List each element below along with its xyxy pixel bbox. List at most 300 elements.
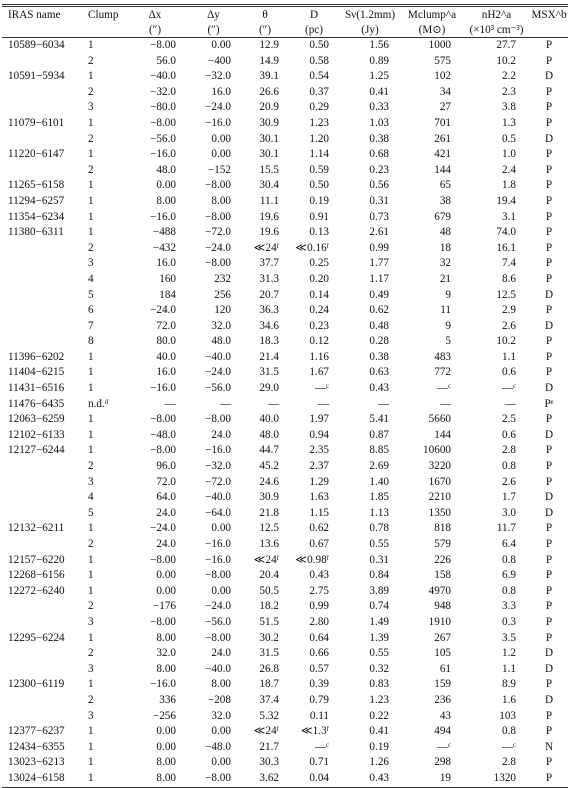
cell-mass: 575 [434,54,451,67]
cell-iras-name [2,100,84,116]
cell-msx: P [545,475,553,488]
cell-dx: 8.00 [156,662,176,675]
cell-dx: −32.0 [150,85,176,98]
header-dy: Δy [186,6,241,24]
cell-iras-name: 13023−6213 [8,756,65,769]
cell-density: 1.6 [502,693,516,706]
cell-mass: 421 [434,148,451,161]
cell-mass: 818 [434,522,451,535]
cell-msx: P [545,226,553,239]
cell-mass: 267 [434,631,451,644]
cell-density: — [504,397,516,410]
table-row [2,85,568,101]
cell-msx: P [545,210,553,223]
cell-mass: 9 [445,319,451,332]
cell-dx: 16.0 [156,257,176,270]
cell-clump: 1 [88,39,94,51]
cell-mass: 772 [434,366,451,379]
cell-clump: 2 [88,241,94,254]
cell-flux: 0.28 [369,335,389,348]
cell-dy: 0.00 [211,756,231,769]
cell-theta: 39.1 [259,70,279,83]
cell-density: 2.5 [502,413,516,426]
table-row [2,553,568,569]
cell-diameter: 0.54 [309,70,329,83]
cell-mass: 65 [439,179,451,192]
cell-msx: D [544,491,554,504]
cell-msx: P [545,678,553,691]
cell-flux: 5.41 [369,413,389,426]
cell-dx: 32.0 [156,647,176,660]
cell-dx: 184 [159,288,176,301]
table-row [2,490,568,506]
cell-dx: 48.0 [156,163,176,176]
cell-diameter: 0.14 [309,288,329,301]
cell-dy: −56.0 [205,615,231,628]
table-row [2,272,568,288]
cell-flux: 0.31 [369,553,389,566]
table-row [2,537,568,553]
cell-msx: P [545,584,553,597]
cell-clump: 2 [88,600,94,613]
cell-diameter: 0.71 [309,756,329,769]
unit-diameter: (pc) [289,23,339,38]
clump-properties-table [2,4,568,788]
cell-density: 103 [499,709,516,722]
cell-dy: 0.00 [211,725,231,738]
cell-theta: 30.2 [259,631,279,644]
cell-msx: P [545,335,553,348]
cell-dx: 0.00 [156,740,176,753]
header-mass: Mclump^a [401,6,463,24]
cell-dx: 72.0 [156,475,176,488]
cell-flux: 0.38 [369,132,389,145]
cell-flux: 0.55 [369,538,389,550]
cell-iras-name: 10591−5934 [8,70,65,83]
cell-clump: 1 [88,444,94,457]
cell-dx: −8.00 [150,39,176,51]
header-msx: MSX^b [530,6,568,24]
cell-density: 3.5 [502,631,516,644]
cell-dx: −40.0 [150,70,176,83]
unit-density: (×10³ cm⁻³) [463,23,530,38]
cell-msx: P [545,366,553,379]
cell-iras-name: 11354−6234 [8,210,65,223]
cell-diameter: 1.67 [309,366,329,379]
cell-dx: −24.0 [150,304,176,317]
cell-dy: −24.0 [205,241,231,254]
cell-diameter: 0.79 [309,693,329,706]
cell-msx: P [545,101,553,114]
cell-dx: −48.0 [150,428,176,441]
cell-density: 7.4 [502,257,516,270]
cell-diameter: 0.67 [309,538,329,550]
cell-theta: 30.3 [259,756,279,769]
cell-flux: 1.23 [369,693,389,706]
cell-msx: D [544,319,554,332]
cell-clump: 1 [88,116,94,129]
cell-clump: 1 [88,70,94,83]
cell-clump: 1 [88,194,94,207]
cell-dx: 24.0 [156,506,176,519]
cell-density: —ᶜ [501,382,516,395]
cell-clump: 1 [88,756,94,769]
table-row [2,631,568,647]
cell-density: 10.2 [496,335,516,348]
cell-dy: −8.00 [186,771,241,787]
unit-iras-name [2,23,84,38]
cell-dx: −24.0 [150,522,176,535]
cell-diameter: —ᶜ [314,382,329,395]
table-row [2,288,568,304]
unit-clump [84,23,124,38]
table-row [2,428,568,444]
cell-dy: 8.00 [211,678,231,691]
cell-density: 1.1 [502,350,516,363]
cell-dy: 120 [214,304,231,317]
header-clump: Clump [84,6,124,24]
header-density: nH2^a [463,6,530,24]
cell-theta: 5.32 [259,709,279,722]
cell-mass: —ᶜ [436,740,451,753]
table-row [2,412,568,428]
cell-iras-name: 12377−6237 [8,725,65,738]
cell-mass: 261 [434,132,451,145]
table-row [2,381,568,397]
cell-flux: 0.41 [369,725,389,738]
table-row [2,241,568,257]
table-row [2,740,568,756]
cell-dx: −176 [152,600,176,613]
cell-mass: 226 [434,553,451,566]
cell-clump: 1 [88,584,94,597]
cell-msx: P [545,39,553,51]
cell-mass: 579 [434,538,451,550]
table-row [2,521,568,537]
cell-clump: 1 [88,210,94,223]
cell-density: 2.8 [502,444,516,457]
table-row [2,100,568,116]
cell-mass: 38 [439,194,451,207]
cell-diameter: 0.91 [309,210,329,223]
cell-dx: −56.0 [150,132,176,145]
cell-mass: 61 [439,662,451,675]
table-row [2,662,568,678]
cell-density: 2.3 [502,85,516,98]
cell-dx: 80.0 [156,335,176,348]
cell-dy: −16.0 [205,538,231,550]
cell-flux: 1.49 [369,615,389,628]
cell-iras-name [2,599,84,615]
table-row [2,568,568,584]
cell-flux: 0.43 [369,382,389,395]
cell-diameter: 0.04 [289,771,339,787]
cell-dy: 8.00 [211,194,231,207]
cell-msx: P [545,615,553,628]
cell-msx: P [545,413,553,426]
cell-dy: −8.00 [205,631,231,644]
cell-flux: 0.56 [369,179,389,192]
cell-dx: 0.00 [156,179,176,192]
cell-mass: 679 [434,210,451,223]
cell-dx: 8.00 [156,194,176,207]
cell-mass: — [439,397,451,410]
cell-clump: 1 [88,366,94,379]
cell-diameter: 0.94 [309,428,329,441]
cell-dy: 256 [214,288,231,301]
cell-dy: 0.00 [211,522,231,535]
cell-dx: 8.00 [156,756,176,769]
cell-iras-name: 11476−6435 [8,397,65,410]
cell-clump: 1 [88,740,94,753]
unit-mass: (M⊙) [401,23,463,38]
cell-density: 2.9 [502,304,516,317]
cell-density: 6.9 [502,569,516,582]
cell-diameter: 0.99 [309,600,329,613]
cell-diameter: 1.63 [309,491,329,504]
table-row [2,459,568,475]
cell-theta: 3.62 [241,771,289,787]
cell-mass: 158 [434,569,451,582]
cell-mass: 144 [434,163,451,176]
cell-dy: −152 [207,163,231,176]
cell-clump: 1 [88,350,94,363]
cell-clump: 2 [88,647,94,660]
cell-flux: 2.61 [369,226,389,239]
cell-iras-name [2,272,84,288]
cell-density: 0.6 [502,428,516,441]
cell-density: 0.5 [502,132,516,145]
cell-dy: −32.0 [205,70,231,83]
cell-iras-name [2,506,84,522]
cell-msx: D [544,132,554,145]
cell-theta: 21.4 [259,350,279,363]
cell-flux: 0.83 [369,678,389,691]
cell-diameter: 0.25 [309,257,329,270]
header-row-units [2,23,568,38]
table-row [2,54,568,70]
cell-flux: 0.48 [369,319,389,332]
cell-mass: 4970 [428,584,451,597]
cell-theta: ≪24ᶠ [253,553,279,566]
table-row [2,771,568,787]
table-row [2,724,568,740]
cell-diameter: 0.58 [309,54,329,67]
cell-dy: −208 [207,693,231,706]
cell-flux: 1.39 [369,631,389,644]
cell-flux: 1.17 [369,272,389,285]
cell-mass: 32 [439,257,451,270]
cell-diameter: 0.64 [309,631,329,644]
cell-diameter: 2.75 [309,584,329,597]
cell-dx: −432 [152,241,176,254]
table-row [2,319,568,335]
cell-flux: 1.77 [369,257,389,270]
cell-diameter: 0.39 [309,678,329,691]
cell-dy: −24.0 [205,600,231,613]
cell-density: 2.4 [502,163,516,176]
cell-theta: 30.9 [259,491,279,504]
cell-theta: 15.5 [259,163,279,176]
cell-iras-name: 11431−6516 [8,382,65,395]
cell-density: 1.3 [502,116,516,129]
cell-diameter: 0.20 [309,272,329,285]
cell-dx: −8.00 [150,116,176,129]
unit-theta: (″) [241,23,289,38]
cell-iras-name [2,662,84,678]
cell-diameter: 1.15 [309,506,329,519]
cell-dx: −16.0 [150,382,176,395]
cell-flux: 0.32 [369,662,389,675]
table-row [2,475,568,491]
cell-clump: 1 [88,148,94,161]
cell-iras-name: 11404−6215 [8,366,65,379]
cell-dy: −56.0 [205,382,231,395]
cell-iras-name: 11265−6158 [8,179,65,192]
table-row [2,677,568,693]
cell-diameter: 2.37 [309,460,329,473]
cell-iras-name: 12132−6211 [8,522,65,535]
cell-theta: 40.0 [259,413,279,426]
cell-iras-name: 12127−6244 [8,444,65,457]
cell-dy: −16.0 [205,116,231,129]
cell-mass: 701 [434,116,451,129]
cell-theta: 12.5 [259,522,279,535]
cell-iras-name [2,693,84,709]
cell-mass: 5660 [428,413,451,426]
cell-density: 2.6 [502,319,516,332]
cell-theta: 20.4 [259,569,279,582]
cell-msx: D [544,506,554,519]
cell-clump: 5 [88,506,94,519]
cell-dy: 48.0 [211,335,231,348]
cell-dy: 24.0 [211,428,231,441]
cell-diameter: 0.57 [309,662,329,675]
cell-msx: P [545,194,553,207]
cell-mass: 105 [434,647,451,660]
table-row [2,350,568,366]
cell-dx: −8.00 [150,413,176,426]
cell-theta: 36.3 [259,304,279,317]
cell-density: 0.8 [502,460,516,473]
cell-theta: 30.4 [259,179,279,192]
cell-clump: 1 [88,179,94,192]
cell-theta: 19.6 [259,210,279,223]
cell-dx: −8.00 [150,444,176,457]
cell-msx: P [545,756,553,769]
cell-theta: 14.9 [259,54,279,67]
cell-dy: −40.0 [205,662,231,675]
cell-iras-name [2,288,84,304]
header-diameter: D [289,6,339,24]
cell-dx: −8.00 [150,553,176,566]
table-row [2,646,568,662]
cell-clump: 3 [88,615,94,628]
cell-theta: 21.8 [259,506,279,519]
cell-iras-name: 12157−6220 [8,553,65,566]
cell-diameter: 2.80 [309,615,329,628]
cell-iras-name: 11396−6202 [8,350,65,363]
table-row [2,397,568,413]
cell-dx: −8.00 [150,615,176,628]
table-body [2,38,568,788]
cell-density: 8.6 [502,272,516,285]
cell-density: 1320 [463,771,530,787]
cell-msx: P [545,444,553,457]
cell-mass: 1670 [428,475,451,488]
cell-flux: 0.87 [369,428,389,441]
cell-msx: P [545,85,553,98]
cell-clump: 1 [88,522,94,535]
cell-theta: 44.7 [259,444,279,457]
cell-flux: 1.26 [369,756,389,769]
cell-dy: −16.0 [205,444,231,457]
cell-density: 6.4 [502,538,516,550]
cell-dx: 336 [159,693,176,706]
cell-dx: −256 [152,709,176,722]
cell-iras-name: 12300−6119 [8,678,65,691]
cell-density: 19.4 [496,194,516,207]
cell-density: 1.1 [502,662,516,675]
cell-dy: 232 [214,272,231,285]
cell-density: 8.9 [502,678,516,691]
cell-theta: ≪24ᶠ [253,241,279,254]
cell-iras-name [2,163,84,179]
cell-dy: −40.0 [205,350,231,363]
cell-dx: 64.0 [156,491,176,504]
cell-dx: 24.0 [156,538,176,550]
cell-density: 2.8 [502,756,516,769]
cell-dy: −16.0 [205,553,231,566]
header-theta: θ [241,6,289,24]
cell-dx: −16.0 [150,678,176,691]
cell-flux: 0.43 [339,771,401,787]
cell-density: 3.1 [502,210,516,223]
cell-msx: D [544,662,554,675]
cell-dy: −72.0 [205,475,231,488]
cell-theta: 11.1 [259,194,279,207]
cell-iras-name [2,85,84,101]
cell-theta: 12.9 [259,39,279,51]
cell-theta: — [267,397,279,410]
cell-iras-name [2,537,84,553]
cell-iras-name: 11380−6311 [8,226,64,239]
cell-dy: −8.00 [205,569,231,582]
cell-clump: 1 [88,226,94,239]
unit-dy: (″) [186,23,241,38]
cell-clump: 2 [88,54,94,67]
cell-density: 1.8 [502,179,516,192]
cell-flux: 0.89 [369,54,389,67]
cell-dx: −16.0 [150,210,176,223]
cell-theta: 20.9 [259,101,279,114]
cell-mass: 236 [434,693,451,706]
cell-msx: P [545,272,553,285]
cell-theta: 30.1 [259,132,279,145]
cell-mass: 19 [401,771,463,787]
cell-clump: 2 [88,693,94,706]
table-row [2,599,568,615]
cell-diameter: 1.20 [309,132,329,145]
cell-dy: −8.00 [205,210,231,223]
cell-clump: 1 [88,413,94,426]
cell-flux: 0.49 [369,288,389,301]
cell-dy: −72.0 [205,226,231,239]
cell-density: 2.2 [502,70,516,83]
unit-dx: (″) [124,23,186,38]
cell-flux: 0.99 [369,241,389,254]
cell-iras-name: 12434−6355 [8,740,65,753]
